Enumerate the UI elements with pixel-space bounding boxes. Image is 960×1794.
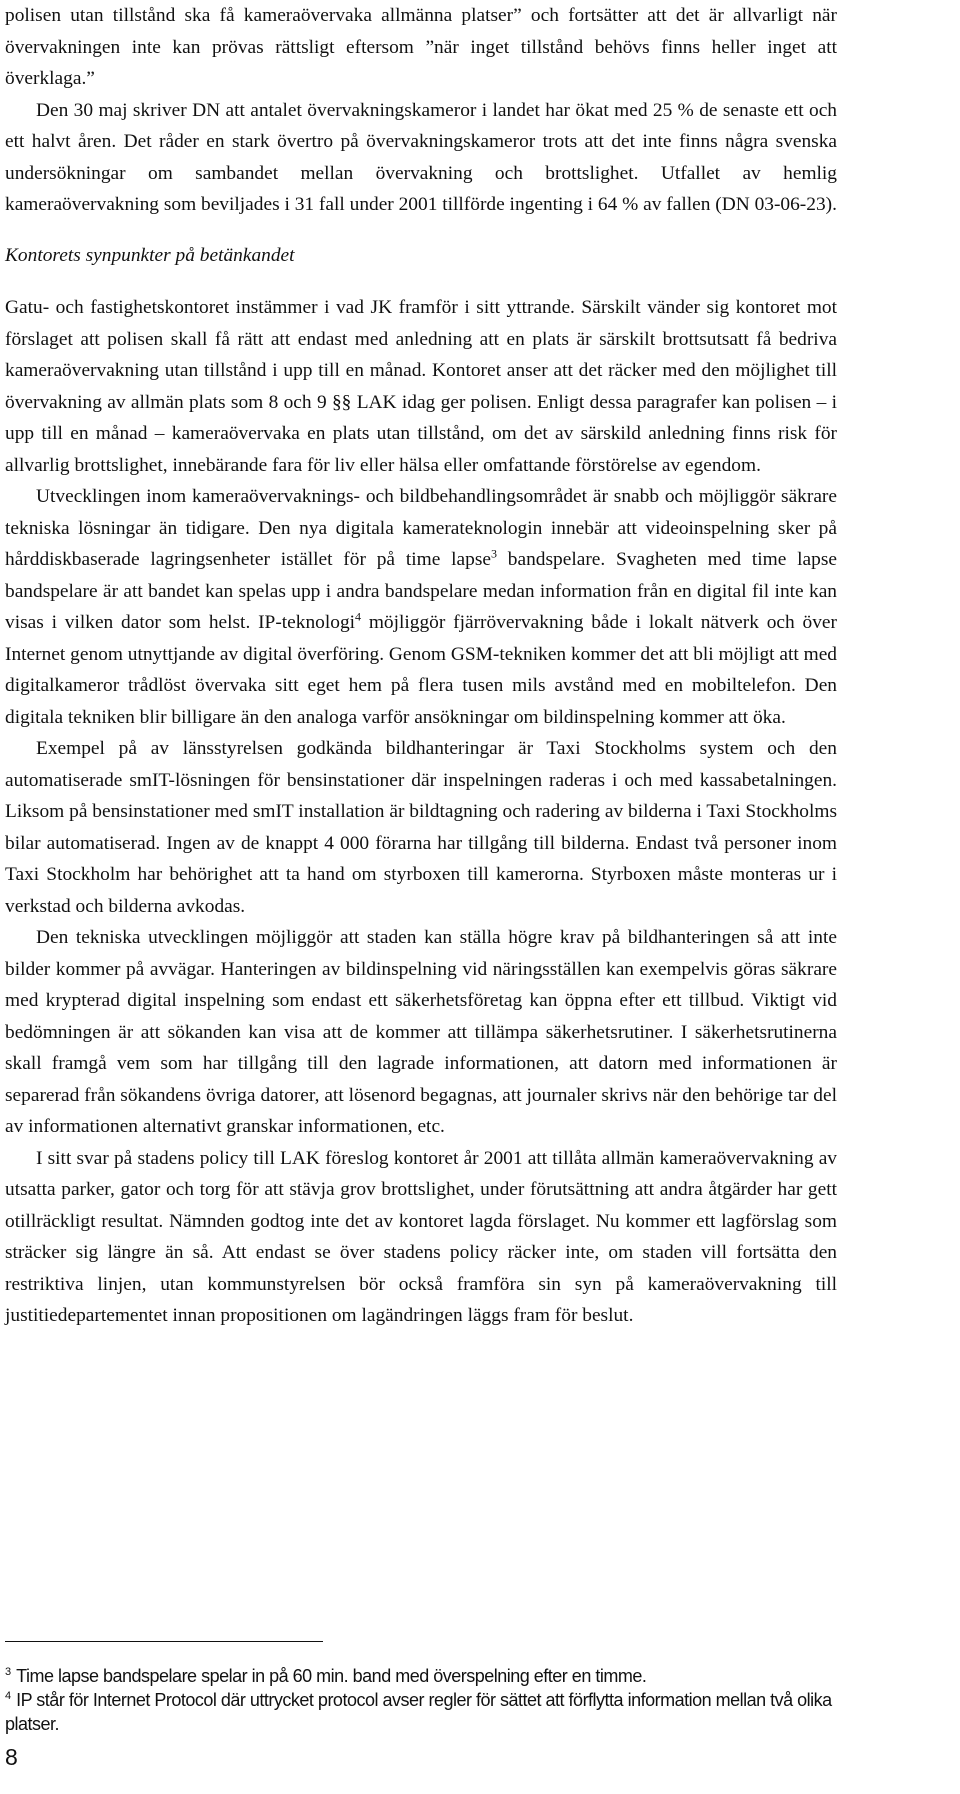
footnote-text: Time lapse bandspelare spelar in på 60 min. band med överspelning efter en timme. [16,1666,647,1686]
footnote-divider [5,1641,323,1642]
paragraph-security: Den tekniska utvecklingen möjliggör att staden kan ställa högre krav på bildhanteringen så att inte bilder kommer på avvägar. Hanteringen av bildinspelning vid näringsställen kan exempelvis göras säkrare med krypterad digital inspelning som endast ett säkerhetsföretag kan öppna efter ett tillbud. Viktigt vid bedömningen är att sökanden kan visa att de kommer att tillämpa säkerhetsrutiner. I säkerhetsrutinerna skall framgå vem som har tillgång till den lagrade informationen, att datorn med informationen är separerad från sökandens övriga datorer, att lösenord begagnas, att journaler skrivs när den behörige tar del av informationen alternativt granskar informationen, etc. [5,927,837,1137]
footnote-text: IP står för Internet Protocol där uttrycket protocol avser regler för sättet att förflytta information mellan två olika platser. [5,1690,832,1734]
footnote-reference-4[interactable]: 4 [355,609,362,624]
footnote-4 [5,1688,835,1736]
footnote-3 [5,1664,835,1688]
footnotes [5,1664,835,1736]
page-number: 8 [5,1744,18,1770]
paragraph-continuation: polisen utan tillstånd ska få kameraövervaka allmänna platser” och fortsätter att det är allvarligt när övervakningen inte kan prövas rättsligt eftersom ”när inget tillstånd behövs finns heller inget att överklaga.” [5,5,837,89]
paragraph-policy: I sitt svar på stadens policy till LAK föreslog kontoret år 2001 att tillåta allmän kameraövervakning av utsatta parker, gator och torg för att stävja grov brottslighet, under förutsättning att andra åtgärder har gett otillräckligt resultat. Nämnden godtog inte det av kontoret lagda förslaget. Nu kommer ett lagförslag som sträcker sig längre än så. Att endast se över stadens policy räcker inte, om staden vill fortsätta den restriktiva linjen, utan kommunstyrelsen bör också framföra sin syn på kameraövervakning till justitiedepartementet innan propositionen om lagändringen läggs fram för beslut. [5,1147,837,1326]
footnote-marker: 4 [5,1690,12,1702]
section-heading: Kontorets synpunkter på betänkandet [5,244,295,266]
paragraph-dn-report: Den 30 maj skriver DN att antalet övervakningskameror i landet har ökat med 25 % de senaste ett och ett halvt åren. Det råder en stark övertro på övervakningskameror trots att det inte finns några svenska undersökningar om sambandet mellan övervakning och brottslighet. Utfallet av hemlig kameraövervakning som beviljades i 31 fall under 2001 tillförde ingenting i 64 % av fallen (DN 03-06-23). [5,99,837,215]
body-text [5,0,837,1332]
footnote-marker: 3 [5,1666,12,1678]
paragraph-technology-part2: bandspelare. Svagheten med time lapse bandspelare är att bandet kan spelas upp i andra bandspelare medan information från en digital fil inte kan visas i vilken dator som helst. IP-teknologi [5,549,837,633]
footnote-reference-3[interactable]: 3 [490,546,497,561]
paragraph-technology-part1: Utvecklingen inom kameraövervaknings- och bildbehandlingsområdet är snabb och möjliggör säkrare tekniska lösningar än tidigare. Den nya digitala kamerateknologin innebär att videoinspelning sker på hårddiskbaserade lagringsenheter istället för på time lapse [5,486,837,570]
paragraph-examples: Exempel på av länsstyrelsen godkända bildhanteringar är Taxi Stockholms system och den automatiserade smIT-lösningen för bensinstationer där inspelningen raderas i och med kassabetalningen. Liksom på bensinstationer med smIT installation är bildtagning och radering av bilderna i Taxi Stockholms bilar automatiserad. Ingen av de knappt 4 000 förarna har tillgång till bilderna. Endast två personer inom Taxi Stockholm har behörighet att ta hand om styrboxen till kamerorna. Styrboxen måste monteras ur i verkstad och bilderna avkodas. [5,738,837,917]
paragraph-technology [5,481,837,733]
paragraph-office-position: Gatu- och fastighetskontoret instämmer i vad JK framför i sitt yttrande. Särskilt vänder sig kontoret mot förslaget att polisen skall få rätt att endast med anledning att en plats är särskilt brottsutsatt få bedriva kameraövervakning utan tillstånd i upp till en månad. Kontoret anser att det räcker med den möjlighet till övervakning av allmän plats som 8 och 9 §§ LAK idag ger polisen. Enligt dessa paragrafer kan polisen – i upp till en månad – kameraövervaka en plats utan tillstånd, om det av särskild anledning finns risk för allvarlig brottslighet, innebärande fara för liv eller hälsa eller omfattande förstörelse av egendom. [5,297,837,476]
paragraph-technology-part3: möjliggör fjärrövervakning både i lokalt nätverk och över Internet genom utnyttjande av digital överföring. Genom GSM-tekniken kommer det att bli möjligt att med digitalkameror trådlöst övervaka sitt eget hem på flera tusen mils avstånd med en mobiltelefon. Den digitala tekniken blir billigare än den analoga varför ansökningar om bildinspelning kommer att öka. [5,612,837,728]
